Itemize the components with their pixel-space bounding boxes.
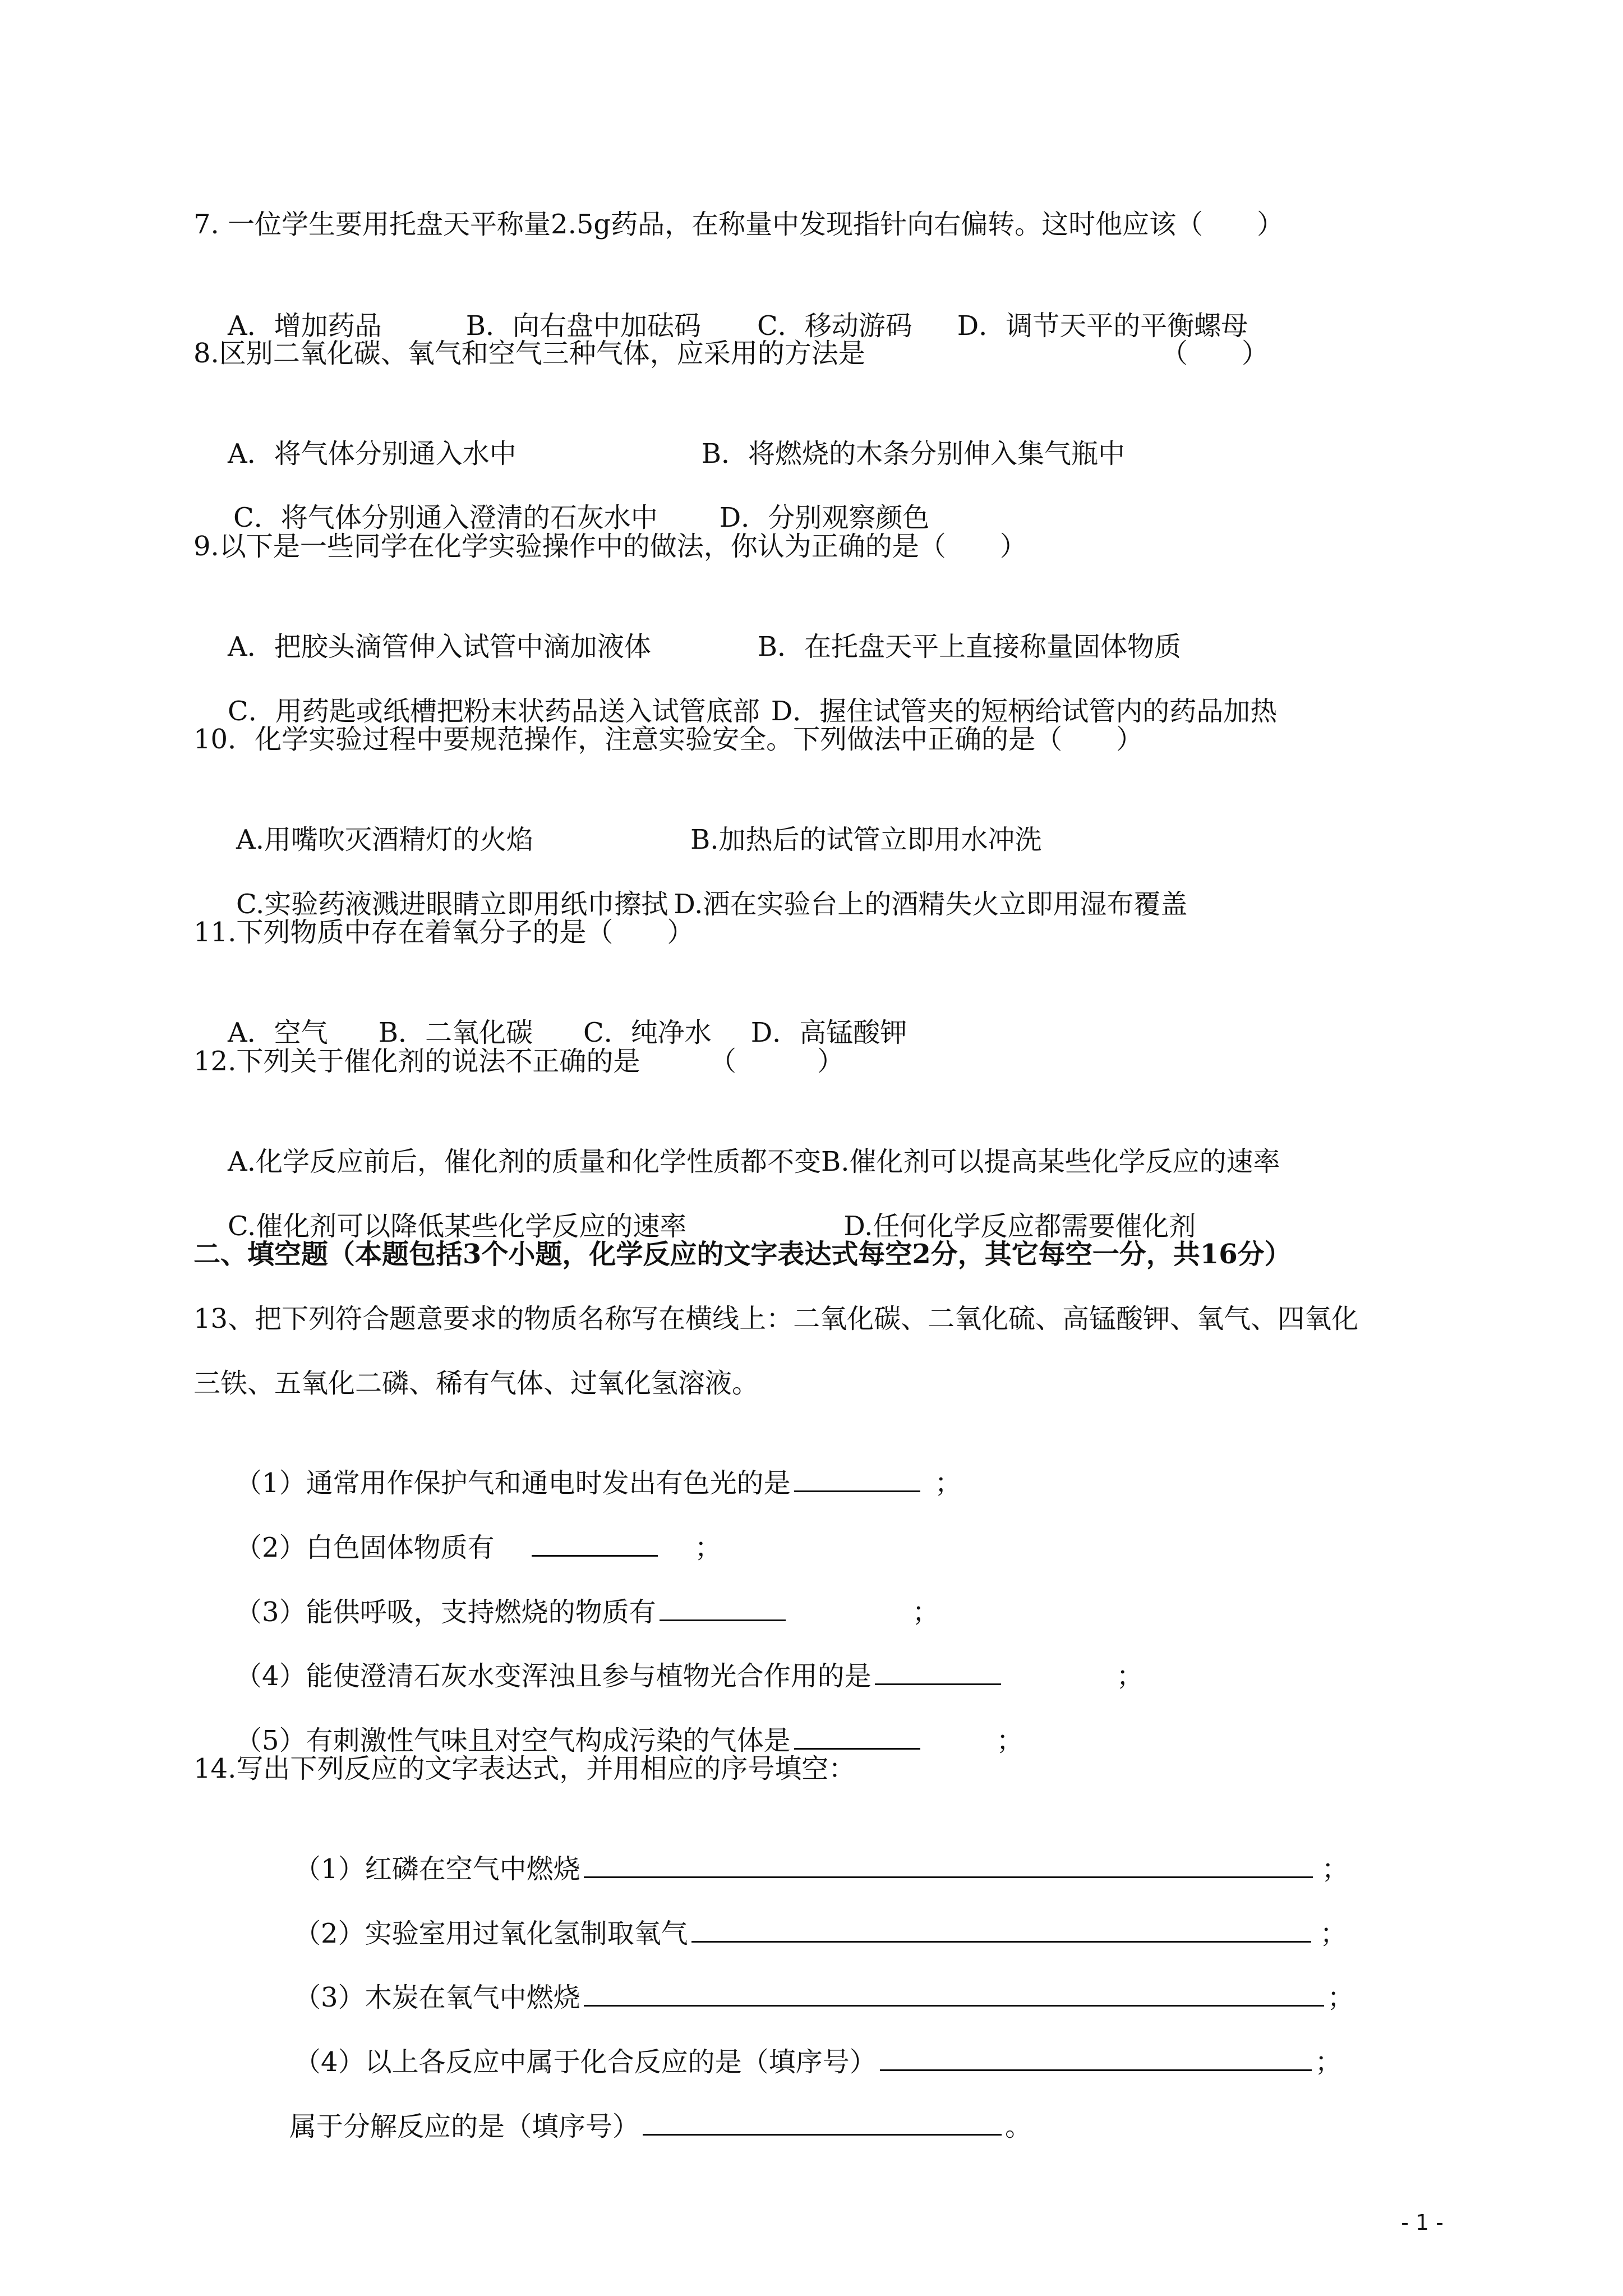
q9-option-a: A．把胶头滴管伸入试管中滴加液体 bbox=[228, 631, 651, 662]
q9-option-c: C．用药匙或纸槽把粉末状药品送入试管底部 bbox=[228, 696, 760, 727]
q8-option-a: A．将气体分别通入水中 bbox=[228, 438, 517, 470]
q11-option-a: A．空气 bbox=[228, 1017, 328, 1048]
q10-stem: 10．化学实验过程中要规范操作，注意实验安全。下列做法中正确的是（ ） bbox=[193, 724, 1144, 755]
q14-item-4-end: ； bbox=[1315, 2046, 1342, 2078]
q14-item-5-end: 。 bbox=[1005, 2111, 1032, 2142]
q14-item-5 bbox=[255, 2073, 1032, 2180]
q13-item-4-blank[interactable] bbox=[875, 1659, 1001, 1685]
q14-item-3-text: （3）木炭在氧气中燃烧 bbox=[294, 1982, 580, 2013]
q12-option-c: C.催化剂可以降低某些化学反应的速率 bbox=[228, 1211, 687, 1242]
q13-item-2-blank[interactable] bbox=[532, 1530, 658, 1557]
page-number: - 1 - bbox=[1401, 2210, 1444, 2235]
q14-item-5-blank[interactable] bbox=[643, 2109, 1002, 2136]
q10-option-c: C.实验药液溅进眼睛立即用纸巾擦拭 bbox=[236, 889, 668, 920]
q8-answer-paren: （ ） bbox=[1161, 338, 1269, 369]
q13-stem-line2: 三铁、五氧化二磷、稀有气体、过氧化氢溶液。 bbox=[193, 1368, 759, 1399]
q13-item-1-text: （1）通常用作保护气和通电时发出有色光的是 bbox=[235, 1467, 791, 1499]
q10-option-a: A.用嘴吹灭酒精灯的火焰 bbox=[236, 824, 533, 855]
q13-item-5-end: ； bbox=[996, 1725, 1023, 1756]
q7-stem: 7. 一位学生要用托盘天平称量2.5g药品，在称量中发现指针向右偏转。这时他应该（ ） bbox=[193, 209, 1284, 240]
q12-option-b: B.催化剂可以提高某些化学反应的速率 bbox=[820, 1146, 1280, 1177]
q13-item-4-end: ； bbox=[1116, 1660, 1144, 1692]
q10-option-d: D.洒在实验台上的酒精失火立即用湿布覆盖 bbox=[674, 889, 1188, 920]
q13-item-3-end: ； bbox=[912, 1596, 939, 1628]
q11-stem: 11.下列物质中存在着氧分子的是（ ） bbox=[193, 917, 694, 948]
q9-stem: 9.以下是一些同学在化学实验操作中的做法，你认为正确的是（ ） bbox=[193, 531, 1027, 562]
q9-option-d: D．握住试管夹的短柄给试管内的药品加热 bbox=[771, 696, 1278, 727]
q7-option-d: D．调节天平的平衡螺母 bbox=[957, 310, 1248, 342]
q14-item-2-end: ； bbox=[1320, 1918, 1347, 1949]
q14-item-1-text: （1）红磷在空气中燃烧 bbox=[294, 1853, 580, 1885]
q11-option-c: C．纯净水 bbox=[583, 1017, 712, 1048]
q7-option-a: A．增加药品 bbox=[228, 310, 382, 342]
q12-stem: 12.下列关于催化剂的说法不正确的是 bbox=[193, 1046, 640, 1077]
q14-item-1-end: ； bbox=[1321, 1853, 1349, 1885]
q12-option-a: A.化学反应前后，催化剂的质量和化学性质都不变 bbox=[228, 1146, 821, 1177]
q13-item-3-text: （3）能供呼吸，支持燃烧的物质有 bbox=[235, 1596, 656, 1628]
q14-item-2-blank[interactable] bbox=[691, 1916, 1311, 1943]
q13-item-4-text: （4）能使澄清石灰水变浑浊且参与植物光合作用的是 bbox=[235, 1660, 872, 1692]
q14-item-3-end: ； bbox=[1327, 1982, 1354, 2013]
q14-item-4-text: （4）以上各反应中属于化合反应的是（填序号） bbox=[294, 2046, 877, 2078]
q13-item-1-end: ； bbox=[934, 1467, 962, 1499]
q8-option-d: D．分别观察颜色 bbox=[719, 502, 930, 533]
q11-option-d: D．高锰酸钾 bbox=[750, 1017, 907, 1048]
q13-item-5-text: （5）有刺激性气味且对空气构成污染的气体是 bbox=[235, 1725, 791, 1756]
q12-option-d: D.任何化学反应都需要催化剂 bbox=[843, 1211, 1196, 1242]
q14-item-5-text: 属于分解反应的是（填序号） bbox=[289, 2111, 640, 2142]
q8-option-c: C．将气体分别通入澄清的石灰水中 bbox=[233, 502, 658, 533]
q11-option-b: B．二氧化碳 bbox=[378, 1017, 533, 1048]
q14-item-4-blank[interactable] bbox=[880, 2045, 1312, 2071]
q14-item-1-blank[interactable] bbox=[584, 1852, 1313, 1878]
q8-stem: 8.区别二氧化碳、氧气和空气三种气体，应采用的方法是 bbox=[193, 338, 865, 369]
q9-option-b: B．在托盘天平上直接称量固体物质 bbox=[757, 631, 1181, 662]
q13-item-3-blank[interactable] bbox=[660, 1595, 786, 1621]
q14-item-2-text: （2）实验室用过氧化氢制取氧气 bbox=[294, 1918, 688, 1949]
q14-stem: 14.写出下列反应的文字表达式，并用相应的序号填空： bbox=[193, 1753, 856, 1784]
q10-option-b: B.加热后的试管立即用水冲洗 bbox=[690, 824, 1042, 855]
q13-item-2-end: ； bbox=[694, 1532, 722, 1563]
q13-stem-line1: 13、把下列符合题意要求的物质名称写在横线上：二氧化碳、二氧化硫、高锰酸钾、氧气、四氧化 bbox=[193, 1303, 1359, 1335]
q13-item-1-blank[interactable] bbox=[794, 1466, 920, 1492]
q13-item-5-blank[interactable] bbox=[794, 1723, 920, 1750]
q13-item-2-text: （2）白色固体物质有 bbox=[235, 1532, 495, 1563]
q14-item-3-blank[interactable] bbox=[584, 1980, 1324, 2007]
q12-answer-paren: （ ） bbox=[709, 1046, 845, 1077]
q7-option-b: B．向右盘中加砝码 bbox=[465, 310, 701, 342]
q7-option-c: C．移动游码 bbox=[757, 310, 912, 342]
q8-option-b: B．将燃烧的木条分别伸入集气瓶中 bbox=[701, 438, 1125, 470]
section-heading: 二、填空题（本题包括3个小题，化学反应的文字表达式每空2分，其它每空一分，共16分） bbox=[193, 1239, 1292, 1270]
